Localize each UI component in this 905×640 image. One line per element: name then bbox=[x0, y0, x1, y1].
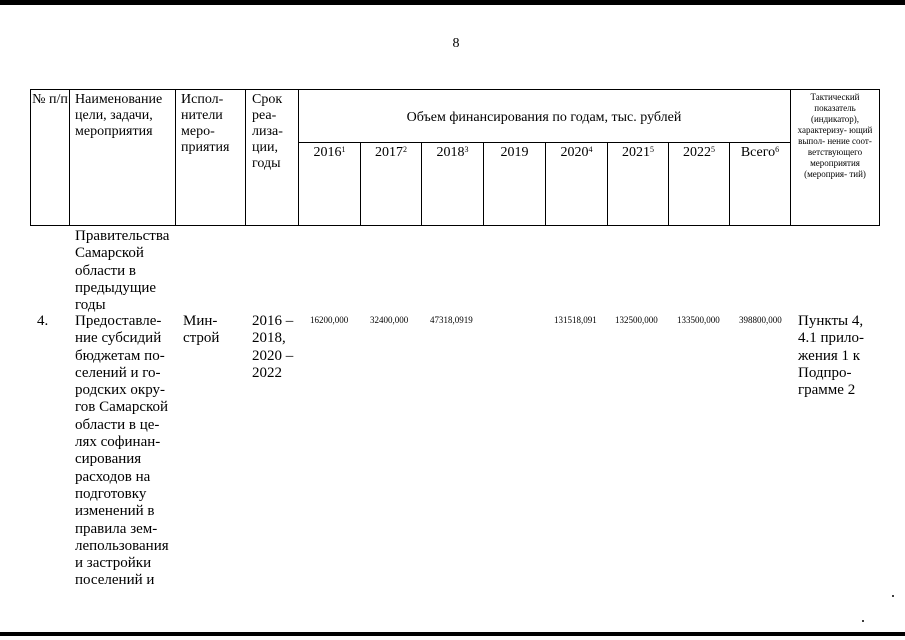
page-number: 8 bbox=[452, 36, 460, 51]
year-header: Всего$^6$ bbox=[740, 145, 780, 160]
value-2018: 47318,0919 bbox=[430, 315, 473, 325]
header-name: Наименование цели, задачи, мероприятия bbox=[75, 92, 163, 139]
row-executor: Мин- строй bbox=[183, 313, 220, 347]
value-2021: 132500,000 bbox=[615, 315, 658, 325]
year-header: 2019 bbox=[500, 145, 529, 160]
scan-speck bbox=[862, 620, 864, 622]
header-executor: Испол- нители меро- приятия bbox=[181, 92, 230, 155]
header-period: Срок реа- лиза- ции, годы bbox=[252, 92, 283, 171]
row-period: 2016 – 2018, 2020 – 2022 bbox=[252, 313, 294, 381]
year-header: 2018$^3$ bbox=[436, 145, 469, 160]
year-header: 2016$^1$ bbox=[313, 145, 346, 160]
continuation-text: Правительства Самарской области в предыдущие годы bbox=[75, 228, 170, 314]
year-header: 2022$^5$ bbox=[683, 145, 715, 160]
header-number: № п/п bbox=[32, 92, 68, 107]
value-2020: 131518,091 bbox=[554, 315, 597, 325]
row-indicator: Пункты 4, 4.1 прило- жения 1 к Подпро- грамме 2 bbox=[798, 313, 865, 399]
year-header: 2020$^4$ bbox=[560, 145, 593, 160]
header-financing: Объем финансирования по годам, тыс. рублей bbox=[406, 110, 682, 125]
top-rule bbox=[0, 0, 905, 5]
scan-speck bbox=[892, 595, 894, 597]
row-name: Предоставле- ние субсидий бюджетам по- селений и го- родских окру- гов Самарской области в це- лях софинан- сирования расходов на подготовку изменений в правила зем- лепользования и застройки поселений и bbox=[75, 313, 169, 589]
value-2017: 32400,000 bbox=[370, 315, 409, 325]
value-2022: 133500,000 bbox=[677, 315, 720, 325]
year-header: 2021$^5$ bbox=[622, 145, 654, 160]
value-2016: 16200,000 bbox=[310, 315, 349, 325]
value-total: 398800,000 bbox=[739, 315, 782, 325]
header-indicator: Тактический показатель (индикатор), характеризу- ющий выпол- нение соот- ветствующего мероприятия (мероприя- тий) bbox=[797, 92, 873, 179]
year-header: 2017$^2$ bbox=[375, 145, 407, 160]
bottom-rule bbox=[0, 632, 905, 636]
row-number: 4. bbox=[37, 313, 49, 329]
